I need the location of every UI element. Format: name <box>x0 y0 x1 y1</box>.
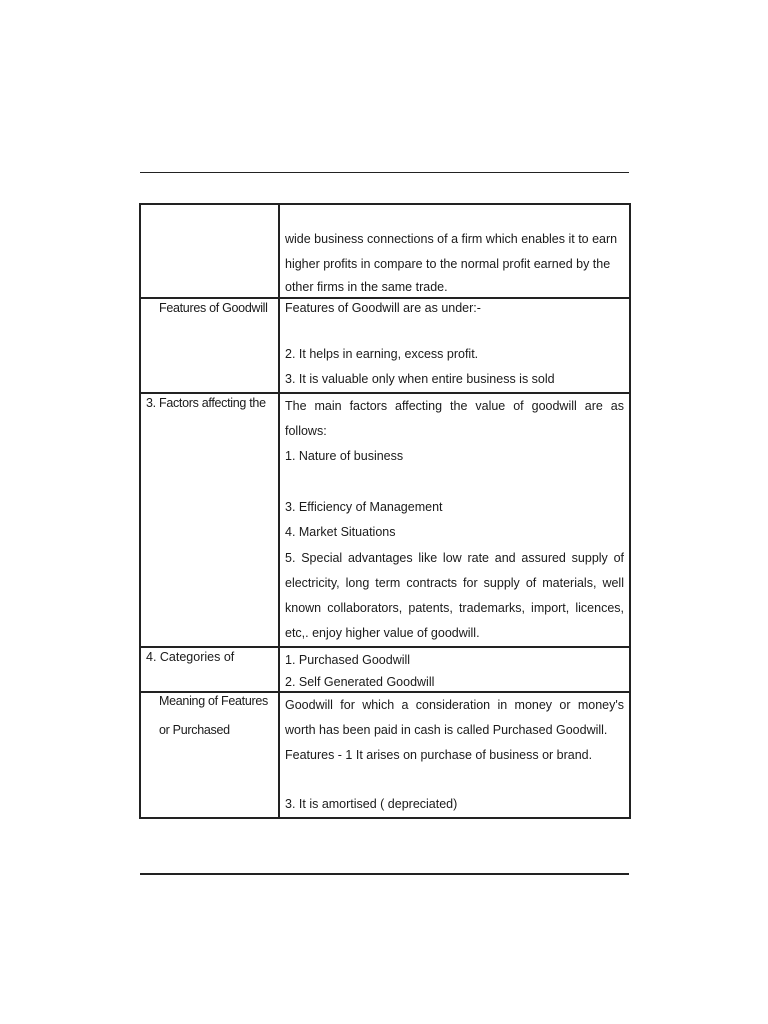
table-row <box>140 298 630 393</box>
content-line: 4. Market Situations <box>285 525 396 539</box>
content-line: 1. Purchased Goodwill <box>285 653 411 667</box>
row-content-cell <box>279 204 630 298</box>
row-label: or Purchased <box>159 723 230 737</box>
row-label-cell <box>140 204 279 298</box>
row-content-cell <box>279 393 630 647</box>
content-line: 3. Efficiency of Management <box>285 500 443 514</box>
content-line: higher profits in compare to the normal profit earned by the <box>285 257 611 271</box>
row-label: 4. Categories of <box>146 650 235 664</box>
content-line: Features of Goodwill are as under:- <box>285 301 481 315</box>
row-label: 3. Factors affecting the <box>146 396 266 410</box>
content-paragraph: Goodwill for which a consideration in money or money's worth has been paid in cash is called Purchased Goodwill. <box>285 698 624 737</box>
table-row <box>140 204 630 298</box>
blank-line <box>285 316 624 342</box>
blank-line <box>285 469 624 495</box>
content-line: 3. It is valuable only when entire business is sold <box>285 372 555 386</box>
content-line: other firms in the same trade. <box>285 280 448 294</box>
row-content-cell <box>279 298 630 393</box>
row-label-cell <box>140 692 279 818</box>
content-line: 1. Nature of business <box>285 449 404 463</box>
table-row <box>140 647 630 692</box>
content-line: Features - 1 It arises on purchase of business or brand. <box>285 748 593 762</box>
row-label: Meaning of Features <box>159 694 268 708</box>
goodwill-table <box>139 203 631 819</box>
row-content-cell <box>279 692 630 818</box>
header-rule <box>140 172 629 173</box>
row-label-cell <box>140 298 279 393</box>
content-paragraph: The main factors affecting the value of goodwill are as follows: <box>285 399 624 438</box>
footer-rule <box>140 873 629 875</box>
table-row <box>140 692 630 818</box>
content-line: 2. It helps in earning, excess profit. <box>285 347 479 361</box>
content-line: 2. Self Generated Goodwill <box>285 675 435 689</box>
row-label-cell <box>140 647 279 692</box>
content-line: 3. It is amortised ( depreciated) <box>285 797 458 811</box>
row-label-cell <box>140 393 279 647</box>
row-label: Features of Goodwill <box>159 301 268 315</box>
row-content-cell <box>279 647 630 692</box>
table-row <box>140 393 630 647</box>
content-line: wide business connections of a firm which enables it to earn <box>285 232 618 246</box>
content-paragraph: 5. Special advantages like low rate and assured supply of electricity, long term contracts for supply of materials, well known collaborators, patents, trademarks, import, licences, etc,. enjoy higher value of goodwill. <box>285 551 624 640</box>
blank-line <box>285 768 624 792</box>
